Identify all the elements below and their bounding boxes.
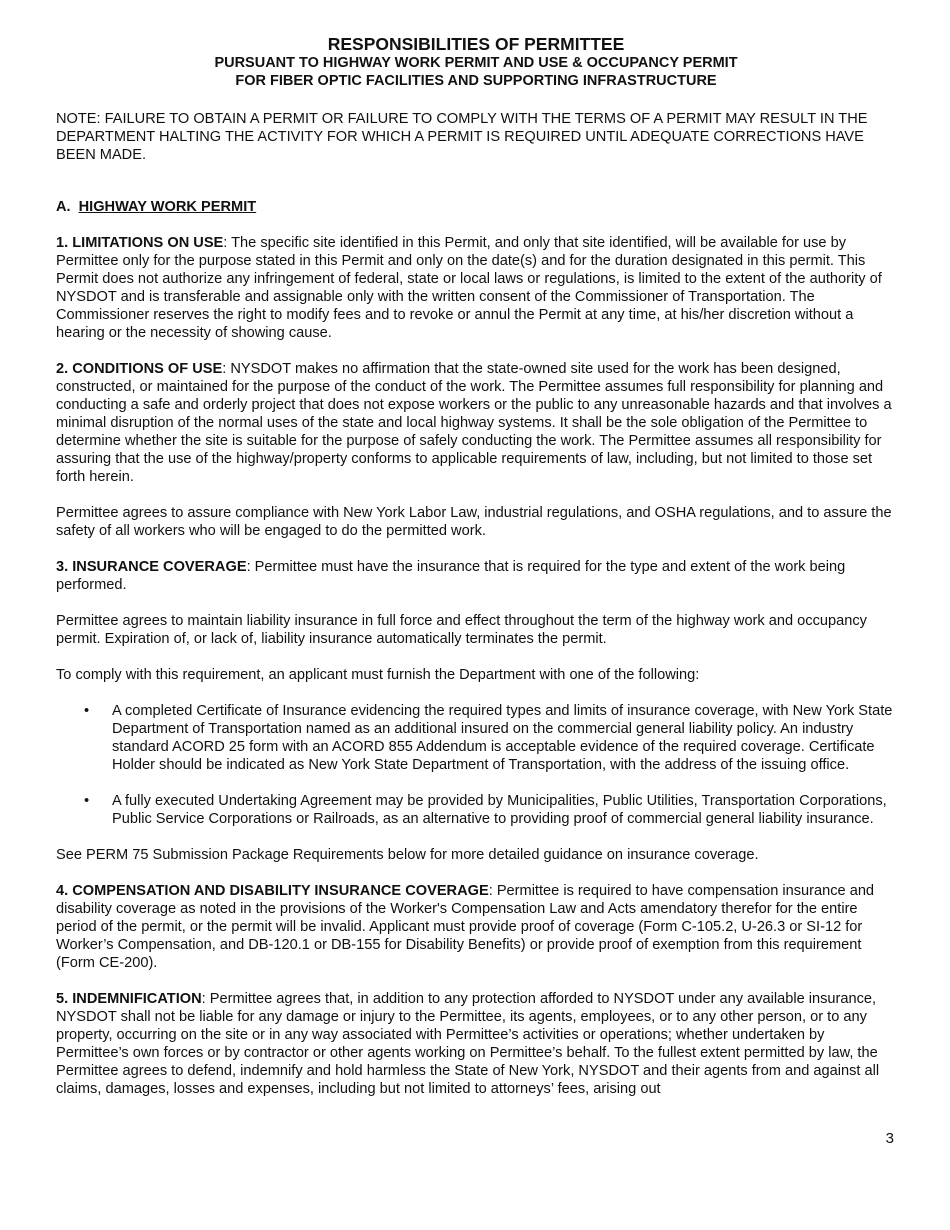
insurance-options-list: [56, 702, 896, 828]
document-subtitle-2: FOR FIBER OPTIC FACILITIES AND SUPPORTING INFRASTRUCTURE: [235, 73, 717, 89]
limitations-label: 1. LIMITATIONS ON USE: [56, 235, 224, 251]
insurance-paragraph: [56, 558, 896, 594]
document-page: [56, 34, 896, 1098]
document-subtitle-1: PURSUANT TO HIGHWAY WORK PERMIT AND USE & OCCUPANCY PERMIT: [214, 55, 738, 71]
list-item: [56, 702, 896, 774]
comply-paragraph: To comply with this requirement, an applicant must furnish the Department with one of the following:: [56, 667, 700, 683]
perm75-paragraph: See PERM 75 Submission Package Requirements below for more detailed guidance on insurance coverage.: [56, 847, 759, 863]
compliance-paragraph: Permittee agrees to assure compliance with New York Labor Law, industrial regulations, and OSHA regulations, and to assure the safety of all workers who will be engaged to do the permitted work.: [56, 505, 892, 539]
insurance-text: : Permittee must have the insurance that is required for the type and extent of the work being performed.: [56, 559, 846, 593]
section-a-letter: A.: [56, 199, 71, 215]
compensation-text: : Permittee is required to have compensation insurance and disability coverage as noted in the provisions of the Worker's Compensation Law and Acts amendatory therefor for the entire period of the permit, or the permit will be invalid. Applicant must provide proof of coverage (Form C-105.2, U-26.3 or SI-12 for Worker’s Compensation, and DB-120.1 or DB-155 for Disability Benefits) or provide proof of exemption from this requirement (Form CE-200).: [56, 883, 875, 971]
conditions-label: 2. CONDITIONS OF USE: [56, 361, 223, 377]
liability-paragraph: Permittee agrees to maintain liability insurance in full force and effect throughout the term of the highway work and occupancy permit. Expiration of, or lack of, liability insurance automatically terminates the permit.: [56, 613, 867, 647]
indemnification-label: 5. INDEMNIFICATION: [56, 991, 202, 1007]
conditions-paragraph: [56, 360, 896, 486]
note-paragraph: NOTE: FAILURE TO OBTAIN A PERMIT OR FAILURE TO COMPLY WITH THE TERMS OF A PERMIT MAY RESULT IN THE DEPARTMENT HALTING THE ACTIVITY FOR WHICH A PERMIT IS REQUIRED UNTIL ADEQUATE CORRECTIONS HAVE BEEN MADE.: [56, 111, 868, 163]
page-number: 3: [885, 1130, 894, 1147]
compensation-label: 4. COMPENSATION AND DISABILITY INSURANCE COVERAGE: [56, 883, 489, 899]
section-a-heading: [56, 198, 896, 216]
indemnification-paragraph: [56, 990, 896, 1098]
bullet-icon: •: [84, 703, 90, 719]
compensation-paragraph: [56, 882, 896, 972]
list-item: [56, 792, 896, 828]
indemnification-text: : Permittee agrees that, in addition to any protection afforded to NYSDOT under any available insurance, NYSDOT shall not be liable for any damage or injury to the Permittee, its agents, employees, or to any other person, or to any property, occurring on the site or in any way associated with Permittee’s activities or operations; whether undertaken by Permittee’s own forces or by contractor or other agents working on Permittee’s behalf. To the fullest extent permitted by law, the Permittee agrees to defend, indemnify and hold harmless the State of New York, NYSDOT and their agents from and against all claims, damages, losses and expenses, including but not limited to attorneys’ fees, arising out: [56, 991, 880, 1097]
limitations-text: : The specific site identified in this Permit, and only that site identified, will be available for use by Permittee only for the purpose stated in this Permit and only on the date(s) and for the duration designated in this permit. This Permit does not authorize any infringement of federal, state or local laws or regulations, is limited to the extent of the authority of NYSDOT and is transferable and assignable only with the written consent of the Commissioner of Transportation. The Commissioner reserves the right to modify fees and to revoke or annul the Permit at any time, at his/her discretion without a hearing or the necessity of showing cause.: [56, 235, 882, 341]
bullet-text: A completed Certificate of Insurance evidencing the required types and limits of insurance coverage, with New York State Department of Transportation named as an additional insured on the commercial general liability policy. An industry standard ACORD 25 form with an ACORD 855 Addendum is acceptable evidence of the required coverage. Certificate Holder should be indicated as New York State Department of Transportation, with the address of the issuing office.: [112, 703, 893, 773]
bullet-icon: •: [84, 793, 90, 809]
limitations-paragraph: [56, 234, 896, 342]
bullet-text: A fully executed Undertaking Agreement may be provided by Municipalities, Public Utilities, Transportation Corporations, Public Service Corporations or Railroads, as an alternative to providing proof of commercial general liability insurance.: [112, 793, 887, 827]
document-title: RESPONSIBILITIES OF PERMITTEE: [327, 34, 625, 54]
conditions-text: : NYSDOT makes no affirmation that the state-owned site used for the work has been designed, constructed, or maintained for the purpose of the conduct of the work. The Permittee assumes full responsibility for planning and conducting a safe and orderly project that does not expose workers or the public to any unreasonable hazards and that involves a minimal disruption of the normal uses of the state and local highway systems. It shall be the sole obligation of the Permittee to determine whether the site is suitable for the purpose of safely conducting the work. The Permittee assumes all responsibility for assuring that the use of the highway/property conforms to applicable requirements of law, including, but not limited to those set forth herein.: [56, 361, 892, 485]
section-a-title: HIGHWAY WORK PERMIT: [78, 199, 257, 215]
insurance-label: 3. INSURANCE COVERAGE: [56, 559, 247, 575]
